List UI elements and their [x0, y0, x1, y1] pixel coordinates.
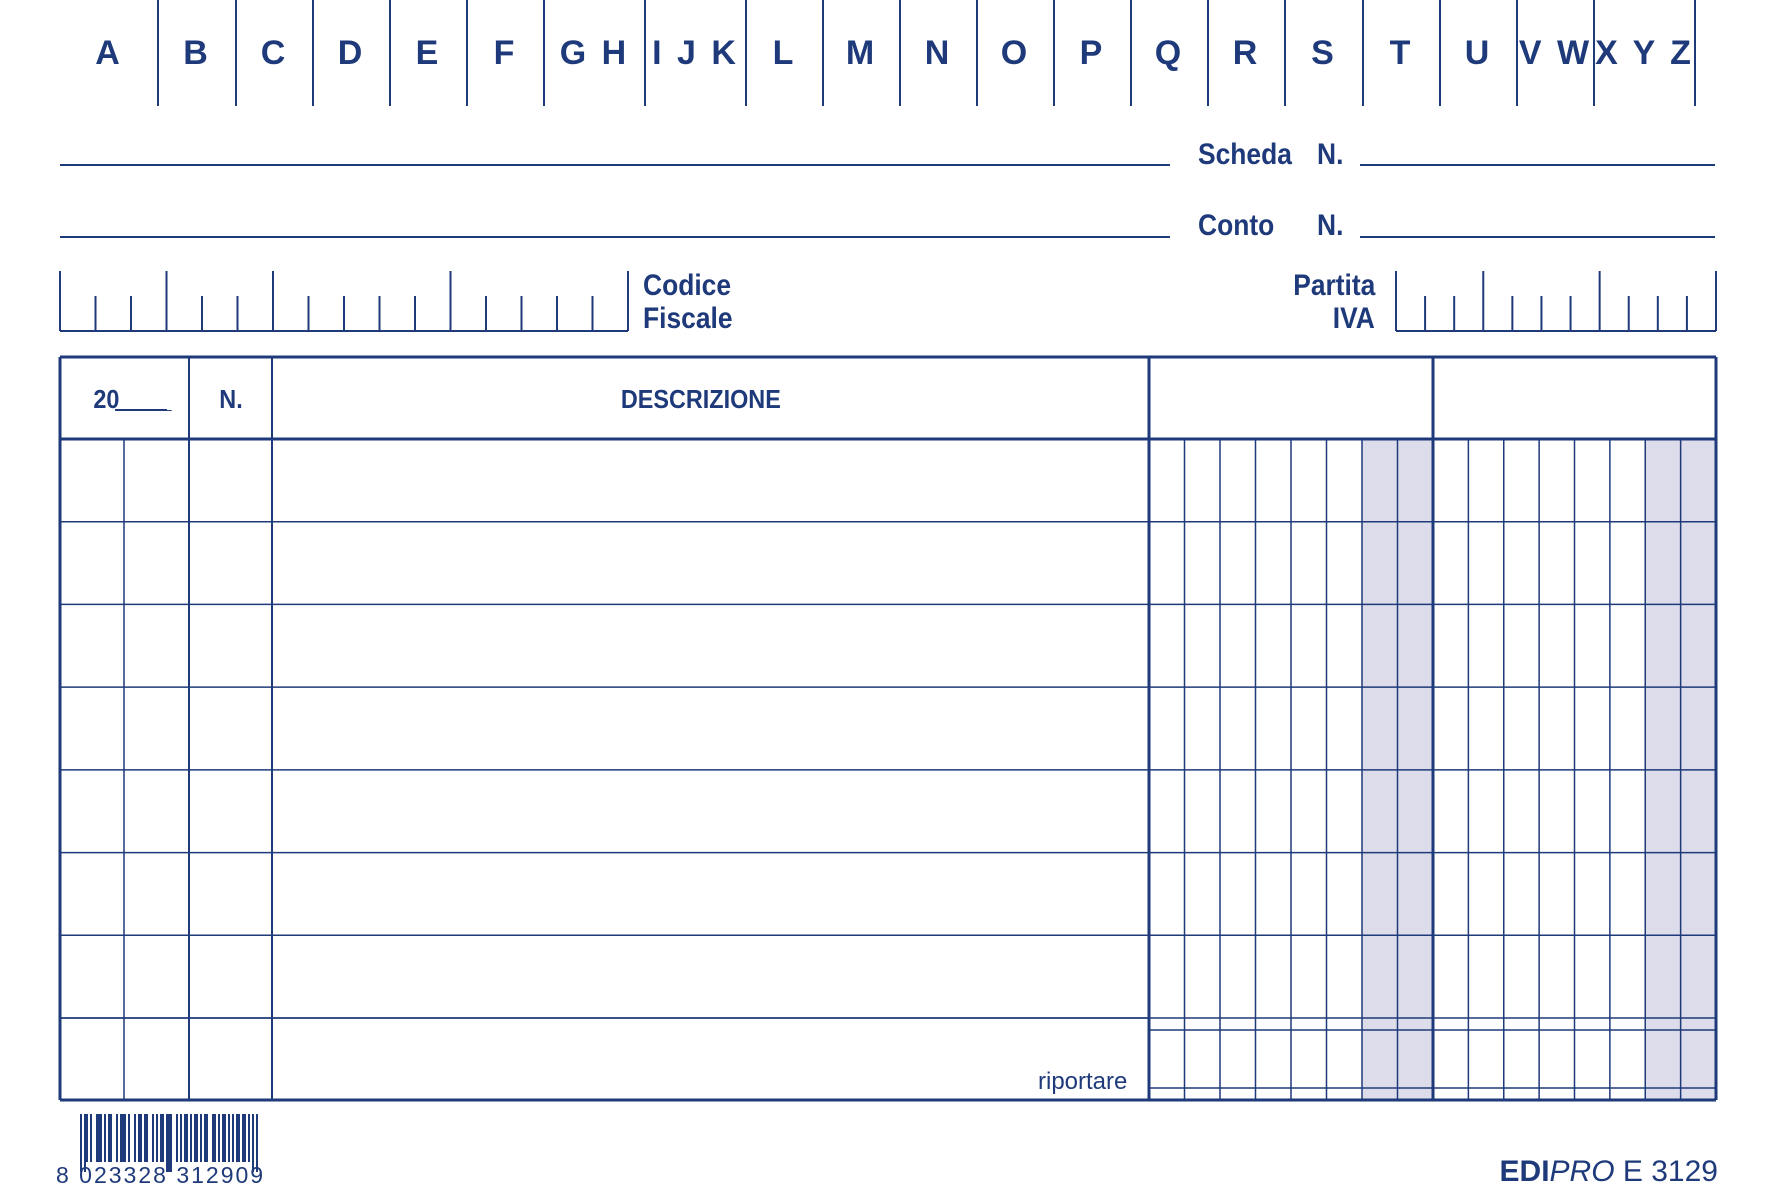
alphabet-tab-xyz[interactable]: X Y Z — [1595, 33, 1694, 72]
barcode-bar — [228, 1114, 230, 1162]
alphabet-tab-f[interactable]: F — [493, 33, 518, 72]
barcode-bar — [190, 1114, 192, 1162]
barcode-bar — [204, 1114, 206, 1162]
barcode-bar — [98, 1114, 100, 1162]
barcode-bar — [186, 1114, 188, 1162]
barcode-bar — [90, 1114, 92, 1162]
conto-number-label: N. — [1317, 209, 1344, 242]
scheda-number-label: N. — [1317, 138, 1344, 171]
alphabet-tab-d[interactable]: D — [337, 33, 366, 72]
alphabet-tab-gh[interactable]: G H — [559, 33, 630, 72]
barcode-bar — [200, 1114, 202, 1162]
brand-edi: EDI — [1499, 1155, 1550, 1188]
barcode-bar — [116, 1114, 118, 1162]
alphabet-tab-a[interactable]: A — [95, 33, 123, 72]
barcode-bar — [140, 1114, 142, 1162]
barcode-bar — [146, 1114, 148, 1162]
alphabet-tab-p[interactable]: P — [1079, 33, 1106, 72]
alphabet-tab-t[interactable]: T — [1389, 33, 1414, 72]
barcode-bar — [122, 1114, 124, 1162]
barcode-bar — [160, 1114, 162, 1162]
barcode-bar — [214, 1114, 216, 1162]
barcode-bar — [176, 1114, 178, 1162]
barcode-digits: 8 023328 312909 — [56, 1162, 266, 1188]
alphabet-tab-vw[interactable]: V W — [1518, 33, 1593, 72]
barcode-bar — [194, 1114, 196, 1162]
barcode-bar — [238, 1114, 240, 1162]
brand-pro: PRO — [1549, 1155, 1615, 1188]
barcode-bar — [120, 1114, 122, 1162]
barcode-bar — [104, 1114, 106, 1162]
barcode-bar — [196, 1114, 198, 1162]
alphabet-tab-b[interactable]: B — [183, 33, 211, 72]
barcode-bar — [108, 1114, 110, 1162]
barcode-bar — [128, 1114, 130, 1162]
codice-fiscale-label-2: Fiscale — [643, 302, 733, 335]
barcode-bar — [218, 1114, 220, 1162]
alphabet-tab-m[interactable]: M — [845, 33, 878, 72]
barcode-bar — [224, 1114, 226, 1162]
barcode-bar — [162, 1114, 164, 1162]
barcode-bar — [232, 1114, 234, 1162]
barcode-bar — [156, 1114, 158, 1162]
barcode-bar — [248, 1114, 250, 1162]
barcode-bar — [96, 1114, 98, 1162]
barcode-bar — [206, 1114, 208, 1162]
partita-iva-label-1: Partita — [1292, 269, 1375, 302]
barcode-bar — [134, 1114, 136, 1162]
alphabet-tab-o[interactable]: O — [1000, 33, 1031, 72]
alphabet-tab-q[interactable]: Q — [1154, 33, 1185, 72]
brand-mark — [1500, 1155, 1718, 1189]
codice-fiscale-label-1: Codice — [643, 269, 732, 302]
barcode-bar — [236, 1114, 238, 1162]
year-column-header: 20____ — [93, 384, 172, 414]
alphabet-tab-r[interactable]: R — [1232, 33, 1261, 72]
barcode-bar — [124, 1114, 126, 1162]
description-column-header: DESCRIZIONE — [620, 384, 781, 414]
alphabet-tab-e[interactable]: E — [415, 33, 442, 72]
barcode-bar — [138, 1114, 140, 1162]
barcode-bar — [222, 1114, 224, 1162]
scheda-label: Scheda — [1198, 138, 1292, 171]
barcode-bar — [100, 1114, 102, 1162]
barcode-bar — [212, 1114, 214, 1162]
alphabet-tab-u[interactable]: U — [1464, 33, 1493, 72]
barcode-bar — [242, 1114, 244, 1162]
product-code: E 3129 — [1622, 1155, 1718, 1188]
barcode-bar — [144, 1114, 146, 1162]
barcode-bar — [86, 1114, 88, 1162]
alphabet-tab-n[interactable]: N — [924, 33, 953, 72]
barcode-bar — [110, 1114, 112, 1162]
alphabet-tab-ijk[interactable]: I J K — [652, 33, 739, 72]
barcode-bar — [180, 1114, 182, 1162]
alphabet-tab-c[interactable]: C — [260, 33, 289, 72]
number-column-header: N. — [219, 384, 243, 414]
carry-forward-note: riportare — [1038, 1068, 1128, 1095]
alphabet-tab-l[interactable]: L — [772, 33, 797, 72]
conto-label: Conto — [1198, 209, 1275, 242]
barcode-bar — [152, 1114, 154, 1162]
barcode-bar — [184, 1114, 186, 1162]
alphabet-tab-s[interactable]: S — [1311, 33, 1337, 72]
partita-iva-label-2: IVA — [1332, 302, 1375, 335]
barcode-bar — [244, 1114, 246, 1162]
